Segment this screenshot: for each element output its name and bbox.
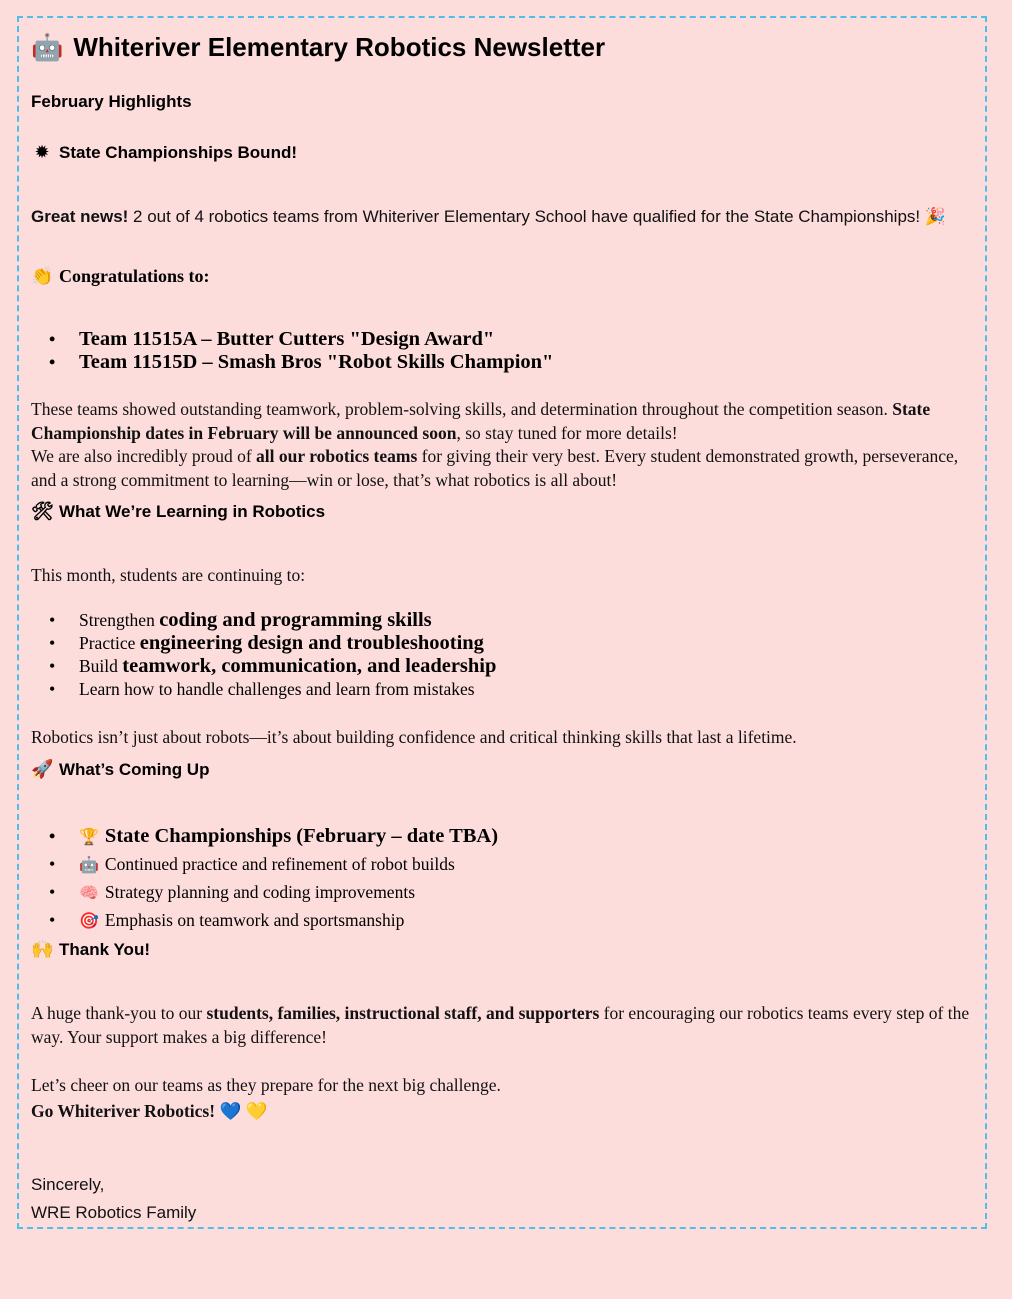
- text: State Championships (February – date TBA): [104, 825, 499, 847]
- coming-heading: [31, 759, 973, 780]
- robot-face-icon: 🤖: [31, 32, 64, 62]
- text: We are also incredibly proud of: [31, 446, 257, 466]
- coming-list: [19, 823, 973, 935]
- text: for encouraging our robotics teams every step of the way. Your support makes a big difference!: [31, 1003, 970, 1047]
- team-list: [19, 328, 973, 374]
- yellow-heart-icon: 💛: [245, 1101, 268, 1121]
- text: Learn how to handle challenges and learn from mistakes: [79, 679, 475, 699]
- blue-heart-icon: 💙: [219, 1101, 242, 1121]
- badge-icon: ✹: [34, 142, 50, 162]
- signoff-line: Sincerely,: [31, 1175, 105, 1194]
- subtitle: February Highlights: [31, 92, 192, 111]
- text: for giving their very best. Every student demonstrated growth, perseverance, and a strong commitment to learning—win or lose, that’s what robotics is all about!: [31, 446, 959, 490]
- title-text: Whiteriver Elementary Robotics Newsletter: [73, 32, 606, 62]
- text: A huge thank-you to our: [31, 1003, 207, 1023]
- rocket-icon: 🚀: [31, 759, 54, 779]
- learning-closing: Robotics isn’t just about robots—it’s about building confidence and critical thinking skills that last a lifetime.: [31, 727, 797, 747]
- newsletter-container: [17, 16, 987, 1229]
- text: Strengthen: [79, 610, 160, 630]
- thanks-paragraph: [31, 1002, 973, 1049]
- clapping-hands-icon: 👏: [31, 266, 54, 286]
- target-icon: 🎯: [79, 913, 99, 930]
- text: Strategy planning and coding improvements: [104, 882, 415, 902]
- heading-text: Thank You!: [59, 939, 150, 959]
- text: Let’s cheer on our teams as they prepare for the next big challenge.: [31, 1075, 501, 1095]
- signoff: [31, 1171, 973, 1227]
- heading-text: State Championships Bound!: [59, 142, 297, 162]
- heading-text: Congratulations to:: [59, 266, 210, 286]
- section-state-heading: [31, 142, 973, 163]
- text: Practice: [79, 633, 140, 653]
- robot-icon: 🤖: [79, 857, 99, 874]
- list-item: [19, 609, 973, 632]
- tools-icon: 🛠: [31, 501, 54, 521]
- learning-list: [19, 609, 973, 701]
- learning-intro: This month, students are continuing to:: [31, 565, 306, 585]
- brain-icon: 🧠: [79, 885, 99, 902]
- lead-text: 2 out of 4 robotics teams from Whiteriver Elementary School have qualified for the State Championships!: [128, 207, 925, 226]
- text: Continued practice and refinement of robot builds: [104, 854, 455, 874]
- party-popper-icon: 🎉: [924, 207, 947, 226]
- text: These teams showed outstanding teamwork, problem-solving skills, and determination throughout the competition season.: [31, 399, 893, 419]
- list-item: • Team 11515A – Butter Cutters "Design Award": [19, 328, 973, 351]
- bold-text: students, families, instructional staff, and supporters: [206, 1003, 600, 1023]
- text: Emphasis on teamwork and sportsmanship: [104, 910, 405, 930]
- list-item: [19, 907, 973, 935]
- list-item: [19, 823, 973, 851]
- bold-text: coding and programming skills: [159, 609, 432, 631]
- text: , so stay tuned for more details!: [456, 422, 678, 443]
- list-item: [19, 879, 973, 907]
- bold-text: Go Whiteriver Robotics!: [31, 1101, 220, 1121]
- raised-hands-icon: 🙌: [31, 939, 54, 959]
- congrats-heading: [31, 266, 973, 287]
- heading-text: What’s Coming Up: [59, 759, 210, 779]
- list-item: • Team 11515D – Smash Bros "Robot Skills Champion": [19, 351, 973, 374]
- text: Build: [79, 656, 123, 676]
- heading-text: What We’re Learning in Robotics: [59, 501, 326, 521]
- list-item: [19, 655, 973, 678]
- bold-text: all our robotics teams: [256, 446, 418, 466]
- newsletter-title: [31, 32, 973, 63]
- signoff-name: WRE Robotics Family: [31, 1203, 197, 1222]
- thanks-heading: [31, 939, 973, 960]
- bold-text: teamwork, communication, and leadership: [122, 655, 497, 677]
- bold-text: engineering design and troubleshooting: [139, 632, 484, 654]
- list-item: [19, 851, 973, 879]
- list-item: [19, 678, 973, 701]
- trophy-icon: 🏆: [79, 829, 99, 846]
- bold-text: State Championship dates in February will be announced soon: [31, 399, 931, 443]
- great-news-paragraph: [31, 203, 973, 230]
- lead-bold: Great news!: [31, 207, 129, 226]
- list-item: [19, 632, 973, 655]
- cheer-paragraph: [31, 1072, 973, 1124]
- learning-heading: [31, 501, 973, 522]
- teams-paragraph: [31, 398, 973, 492]
